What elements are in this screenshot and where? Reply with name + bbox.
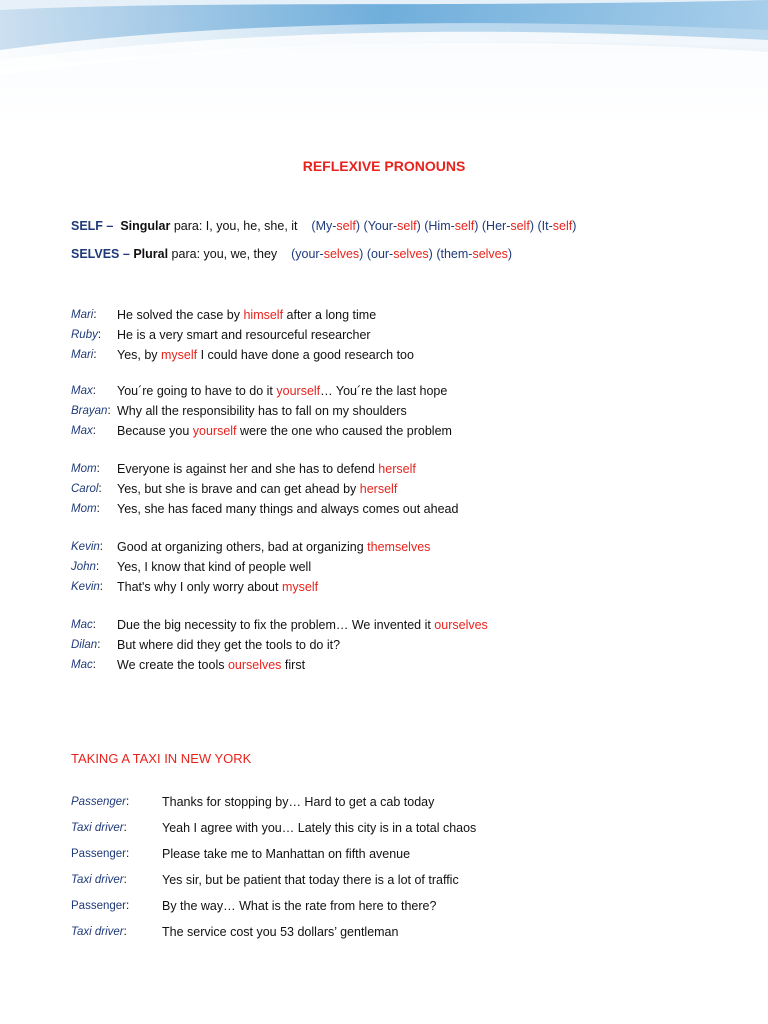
taxi-speaker-label: Taxi driver (71, 874, 124, 886)
selves-form-suffix: selves (393, 247, 429, 261)
page-title: REFLEXIVE PRONOUNS (302, 158, 466, 174)
self-rule (71, 219, 576, 233)
selves-form-suffix: selves (323, 247, 360, 261)
self-form-prefix: (Her- (481, 219, 511, 233)
self-form (364, 219, 421, 233)
speaker-label: Mac (71, 659, 93, 671)
speaker-name (71, 659, 96, 671)
speaker-label: John (71, 561, 96, 573)
reflexive-pronoun: ourselves (227, 658, 282, 672)
taxi-line: By the way… What is the rate from here to there? (162, 899, 437, 913)
dialogue-line (117, 348, 414, 362)
dialogue-text: He is a very smart and resourceful researcher (117, 328, 371, 342)
taxi-speaker-label: Passenger (71, 796, 126, 808)
speaker-colon: : (93, 349, 97, 361)
selves-desc: para: you, we, they (171, 247, 278, 261)
taxi-speaker-label: Passenger (71, 848, 126, 860)
speaker-name (71, 329, 101, 341)
speaker-colon: : (92, 425, 96, 437)
speaker-name (71, 309, 97, 321)
reflexive-pronoun: herself (378, 462, 416, 476)
selves-form-prefix: (your- (291, 247, 324, 261)
selves-form-prefix: (our- (366, 247, 394, 261)
speaker-name (71, 425, 96, 437)
speaker-name (71, 483, 102, 495)
dialogue-text: Yes, by (117, 348, 162, 362)
taxi-line: Yeah I agree with you… Lately this city is in a total chaos (162, 821, 477, 835)
dialogue-line (117, 482, 397, 496)
taxi-speaker-colon: : (123, 926, 127, 938)
reflexive-pronoun: myself (161, 348, 198, 362)
self-form-prefix: (My- (311, 219, 337, 233)
taxi-speaker (71, 848, 129, 860)
speaker-label: Carol (71, 483, 99, 495)
self-form-prefix: (Him- (424, 219, 455, 233)
speaker-colon: : (95, 561, 100, 573)
speaker-label: Kevin (71, 581, 100, 593)
taxi-heading: TAKING A TAXI IN NEW YORK (71, 751, 252, 766)
dialogue-line (117, 638, 340, 652)
self-desc: para: I, you, he, she, it (173, 219, 298, 233)
selves-form-close: ) (428, 247, 433, 261)
self-term: SELF – (71, 219, 114, 233)
dialogue-line (117, 328, 371, 342)
dialogue-line (117, 308, 376, 322)
self-form (311, 219, 360, 233)
speaker-name (71, 541, 103, 553)
speaker-colon: : (107, 405, 111, 417)
self-form-close: ) (474, 219, 479, 233)
dialogue-line (117, 560, 311, 574)
speaker-name (71, 581, 103, 593)
self-forms (311, 219, 576, 233)
header-banner (0, 0, 768, 128)
dialogue-text: after a long time (283, 308, 377, 322)
speaker-name (71, 639, 100, 651)
reflexive-pronoun: himself (243, 308, 284, 322)
self-form-suffix: self (552, 219, 573, 233)
speaker-label: Mac (71, 619, 93, 631)
taxi-speaker (71, 796, 129, 808)
speaker-colon: : (96, 503, 100, 515)
self-form-suffix: self (510, 219, 530, 233)
self-form-suffix: self (454, 219, 475, 233)
self-form-prefix: (Your- (363, 219, 398, 233)
speaker-label: Brayan (71, 405, 108, 417)
speaker-name (71, 463, 100, 475)
self-label: Singular (120, 219, 171, 233)
speaker-name (71, 503, 100, 515)
dialogue-line (117, 424, 452, 438)
dialogue-line (117, 618, 488, 632)
selves-term: SELVES – (71, 247, 130, 261)
speaker-label: Ruby (71, 329, 98, 341)
taxi-speaker-colon: : (125, 796, 130, 808)
selves-rule (71, 247, 512, 261)
self-form (482, 219, 534, 233)
speaker-name (71, 405, 111, 417)
reflexive-pronoun: yourself (192, 424, 237, 438)
selves-form (436, 247, 512, 261)
taxi-speaker-colon: : (125, 848, 130, 860)
speaker-label: Mom (71, 503, 97, 515)
reflexive-pronoun: yourself (276, 384, 321, 398)
taxi-line: Please take me to Manhattan on fifth avenue (162, 847, 411, 861)
reflexive-pronoun: themselves (367, 540, 431, 554)
dialogue-text: Yes, but she is brave and can get ahead by (117, 482, 360, 496)
taxi-speaker-label: Passenger (71, 900, 126, 912)
selves-label: Plural (133, 247, 169, 261)
speaker-colon: : (98, 483, 102, 495)
dialogue-text: Due the big necessity to fix the problem… We invented it (117, 618, 435, 632)
speaker-colon: : (92, 385, 96, 397)
taxi-speaker (71, 822, 127, 834)
dialogue-line (117, 404, 407, 418)
dialogue-text: Yes, I know that kind of people well (117, 560, 312, 574)
self-form-prefix: (It- (537, 219, 553, 233)
selves-forms (291, 247, 512, 261)
dialogue-line (117, 580, 318, 594)
wave-decoration (0, 0, 768, 128)
dialogue-text: were the one who caused the problem (236, 424, 452, 438)
speaker-label: Mari (71, 349, 94, 361)
dialogue-line (117, 462, 416, 476)
taxi-speaker (71, 874, 127, 886)
self-form-close: ) (355, 219, 361, 233)
speaker-label: Max (71, 425, 93, 437)
speaker-colon: : (92, 619, 96, 631)
dialogue-text: You´re going to have to do it (117, 384, 277, 398)
speaker-colon: : (93, 309, 97, 321)
dialogue-text: Yes, she has faced many things and always comes out ahead (117, 502, 459, 516)
speaker-name (71, 349, 97, 361)
reflexive-pronoun: myself (281, 580, 319, 594)
dialogue-text: Good at organizing others, bad at organizing (117, 540, 368, 554)
reflexive-pronoun: ourselves (434, 618, 488, 632)
selves-form-prefix: (them- (436, 247, 473, 261)
selves-form (367, 247, 433, 261)
speaker-colon: : (96, 463, 100, 475)
taxi-speaker-colon: : (123, 822, 127, 834)
taxi-speaker (71, 900, 129, 912)
speaker-colon: : (97, 639, 101, 651)
taxi-speaker-colon: : (125, 900, 130, 912)
taxi-line: The service cost you 53 dollars’ gentleman (162, 925, 399, 939)
dialogue-text: first (281, 658, 306, 672)
dialogue-text: I could have done a good research too (197, 348, 414, 362)
selves-form-suffix: selves (472, 247, 508, 261)
speaker-label: Dilan (71, 639, 98, 651)
dialogue-text: Why all the responsibility has to fall on my shoulders (117, 404, 407, 418)
self-form-suffix: self (397, 219, 417, 233)
reflexive-pronoun: herself (359, 482, 398, 496)
speaker-label: Mom (71, 463, 97, 475)
taxi-speaker-label: Taxi driver (71, 926, 124, 938)
taxi-speaker (71, 926, 127, 938)
dialogue-text: But where did they get the tools to do it? (117, 638, 341, 652)
taxi-speaker-colon: : (123, 874, 127, 886)
self-form-close: ) (529, 219, 534, 233)
selves-form-close: ) (359, 247, 364, 261)
dialogue-line (117, 658, 305, 672)
speaker-name (71, 561, 99, 573)
speaker-label: Mari (71, 309, 94, 321)
speaker-colon: : (92, 659, 96, 671)
self-form-close: ) (416, 219, 421, 233)
dialogue-text: That's why I only worry about (117, 580, 282, 594)
self-form (537, 219, 576, 233)
selves-form (291, 247, 363, 261)
dialogue-text: We create the tools (117, 658, 228, 672)
dialogue-text: He solved the case by (117, 308, 244, 322)
speaker-name (71, 619, 96, 631)
speaker-colon: : (99, 581, 103, 593)
speaker-label: Max (71, 385, 93, 397)
self-form (424, 219, 478, 233)
speaker-name (71, 385, 96, 397)
taxi-line: Thanks for stopping by… Hard to get a cab today (162, 795, 435, 809)
taxi-line: Yes sir, but be patient that today there is a lot of traffic (162, 873, 459, 887)
selves-form-close: ) (507, 247, 513, 261)
speaker-label: Kevin (71, 541, 100, 553)
self-form-close: ) (572, 219, 577, 233)
speaker-colon: : (97, 329, 102, 341)
dialogue-text: Because you (117, 424, 193, 438)
dialogue-line (117, 540, 430, 554)
taxi-speaker-label: Taxi driver (71, 822, 124, 834)
dialogue-text: Everyone is against her and she has to defend (117, 462, 379, 476)
speaker-colon: : (99, 541, 103, 553)
dialogue-text: … You´re the last hope (320, 384, 448, 398)
self-form-suffix: self (336, 219, 356, 233)
dialogue-line (117, 384, 447, 398)
dialogue-line (117, 502, 458, 516)
